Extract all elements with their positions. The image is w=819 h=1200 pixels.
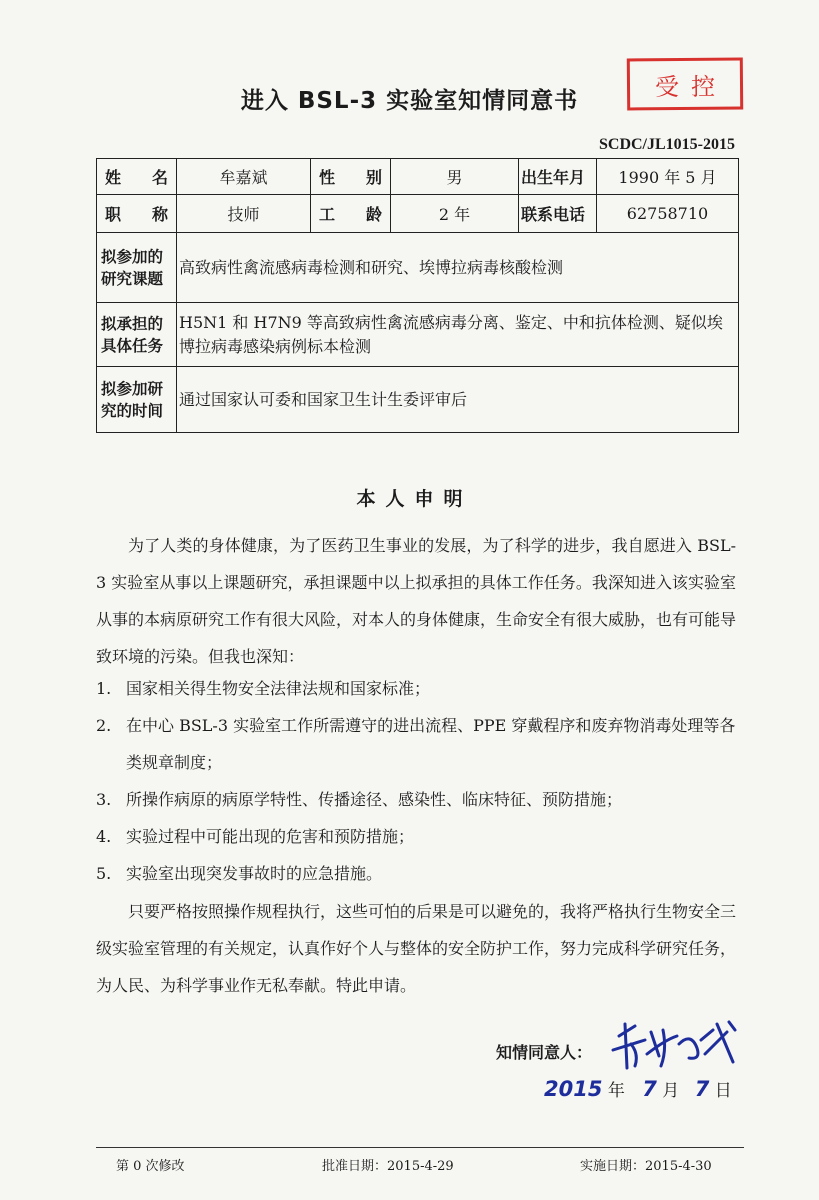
knowledge-list <box>96 670 736 892</box>
date-day: 7 <box>694 1077 710 1101</box>
table-row <box>97 233 739 303</box>
personal-info-table <box>96 158 739 433</box>
topic-label: 拟参加的研究课题 <box>97 233 177 303</box>
birth-value: 1990 年 5 月 <box>597 159 739 195</box>
seniority-label: 工 龄 <box>311 195 391 233</box>
gender-value: 男 <box>391 159 519 195</box>
signature-date: 2015 年 7 月 7 日 <box>544 1077 732 1101</box>
job-title-value: 技师 <box>177 195 311 233</box>
job-title-label: 职 称 <box>97 195 177 233</box>
table-row <box>97 303 739 367</box>
date-year: 2015 <box>544 1077 603 1101</box>
handwritten-signature <box>605 1010 745 1080</box>
time-value: 通过国家认可委和国家卫生计生委评审后 <box>177 367 739 433</box>
list-item: 5. 实验室出现突发事故时的应急措施。 <box>96 864 383 883</box>
declaration-heading: 本人申明 <box>356 488 473 510</box>
date-month: 7 <box>642 1077 657 1101</box>
list-item: 3. 所操作病原的病原学特性、传播途径、感染性、临床特征、预防措施； <box>96 790 623 809</box>
declaration-intro: 为了人类的身体健康，为了医药卫生事业的发展，为了科学的进步，我自愿进入 BSL-3 实验室从事以上课题研究，承担课题中以上拟承担的具体工作任务。我深知进入该实验室从事的本病原研究工作有很大风险，对本人的身体健康，生命安全有很大威胁，也有可能导致环境的污染。但我也深知： <box>96 536 737 666</box>
phone-label: 联系电话 <box>519 195 597 233</box>
table-row <box>97 195 739 233</box>
list-item: 2. 在中心 BSL-3 实验室工作所需遵守的进出流程、PPE 穿戴程序和废弃物消毒处理等各类规章制度； <box>96 716 736 772</box>
document-number: SCDC/JL1015-2015 <box>598 136 735 153</box>
consent-person-label: 知情同意人： <box>496 1043 593 1062</box>
footer-divider <box>96 1147 744 1148</box>
footer-revision: 第 0 次修改 <box>116 1159 185 1174</box>
controlled-stamp: 受控 <box>627 57 743 110</box>
task-value: H5N1 和 H7N9 等高致病性禽流感病毒分离、鉴定、中和抗体检测、疑似埃博拉病毒感染病例标本检测 <box>177 303 739 367</box>
footer-approval-date: 批准日期：2015-4-29 <box>322 1159 454 1174</box>
seniority-value: 2 年 <box>391 195 519 233</box>
birth-label: 出生年月 <box>519 159 597 195</box>
name-label: 姓 名 <box>97 159 177 195</box>
name-value: 牟嘉斌 <box>177 159 311 195</box>
table-row <box>97 159 739 195</box>
declaration-closing: 只要严格按照操作规程执行，这些可怕的后果是可以避免的，我将严格执行生物安全三级实验室管理的有关规定，认真作好个人与整体的安全防护工作，努力完成科学研究任务，为人民、为科学事业作无私奉献。特此申请。 <box>96 902 737 995</box>
topic-value: 高致病性禽流感病毒检测和研究、埃博拉病毒核酸检测 <box>177 233 739 303</box>
list-item: 4. 实验过程中可能出现的危害和预防措施； <box>96 827 415 846</box>
list-item: 1. 国家相关得生物安全法律法规和国家标准； <box>96 679 431 698</box>
task-label: 拟承担的具体任务 <box>97 303 177 367</box>
time-label: 拟参加研究的时间 <box>97 367 177 433</box>
footer-effective-date: 实施日期：2015-4-30 <box>580 1159 712 1174</box>
phone-value: 62758710 <box>597 195 739 233</box>
document-title: 进入 BSL-3 实验室知情同意书 <box>240 88 579 114</box>
table-row <box>97 367 739 433</box>
gender-label: 性 别 <box>311 159 391 195</box>
